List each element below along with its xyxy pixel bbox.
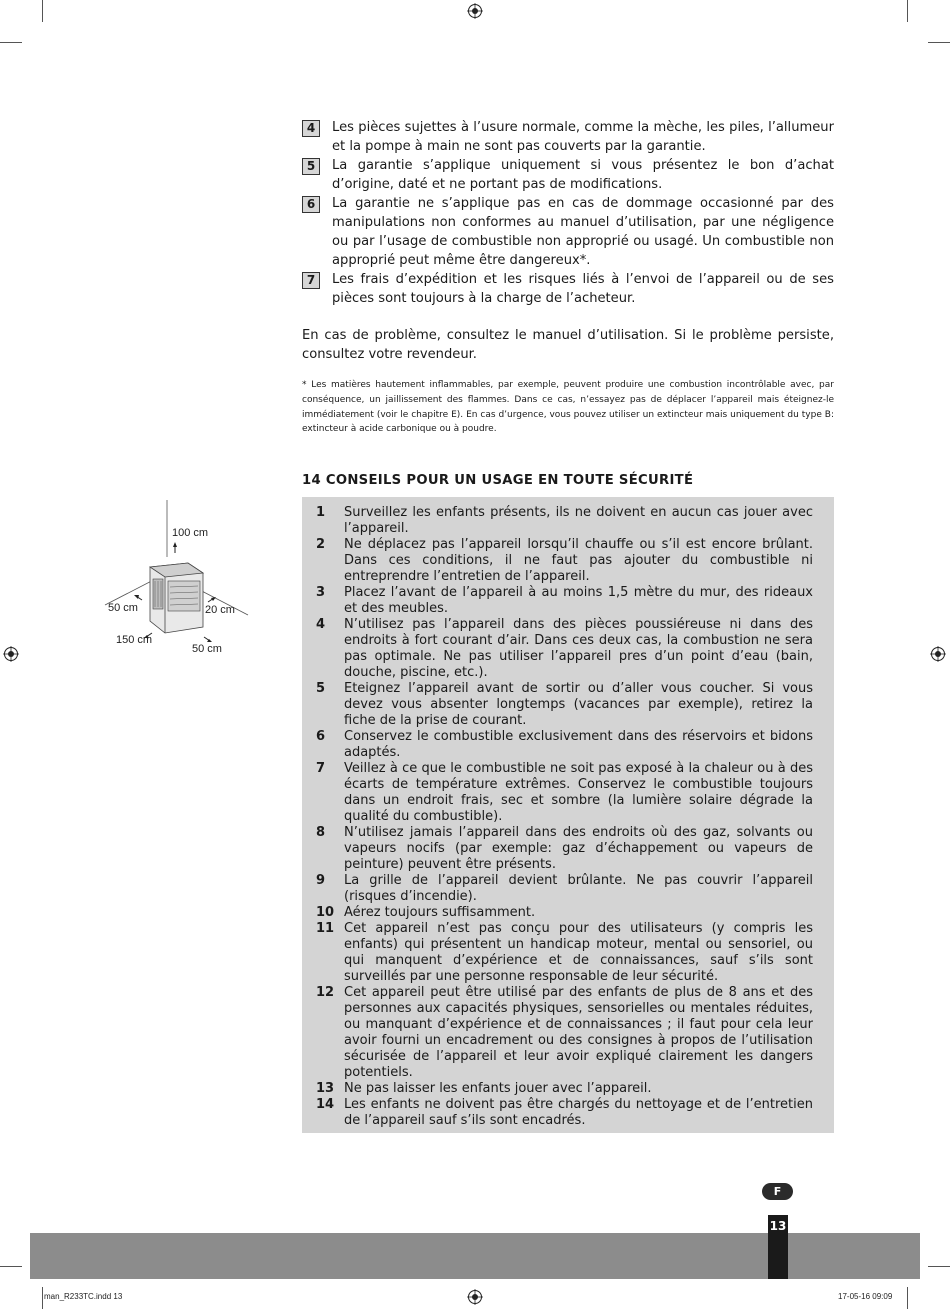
tip-number: 12 — [316, 985, 335, 1000]
tip-text: Surveillez les enfants présents, ils ne doivent en aucun cas jouer avec l’appareil. — [344, 505, 813, 536]
tip-number: 4 — [316, 617, 326, 632]
tip-number: 7 — [316, 761, 326, 776]
list-item — [316, 505, 813, 537]
list-item — [316, 585, 813, 617]
registration-mark-icon — [467, 1289, 483, 1305]
tip-text: N’utilisez jamais l’appareil dans des endroits où des gaz, solvants ou vapeurs nocifs (par exemple: gaz d’échappement ou vapeurs de peinture) peuvent être présents. — [344, 825, 813, 872]
list-item — [316, 985, 813, 1081]
warranty-list — [302, 118, 834, 308]
tip-number: 10 — [316, 905, 335, 920]
tip-text: Ne pas laisser les enfants jouer avec l’appareil. — [344, 1081, 652, 1096]
clearance-label-right: 20 cm — [205, 604, 235, 616]
warranty-item-number: 5 — [302, 158, 320, 175]
warranty-item-number: 4 — [302, 120, 320, 137]
tip-text: Veillez à ce que le combustible ne soit pas exposé à la chaleur ou à des écarts de température extrêmes. Conservez le combustible toujours dans un endroit frais, sec et sombre (la lumière solaire dégrade la qualité du combustible). — [344, 761, 813, 824]
tip-text: Cet appareil n’est pas conçu pour des utilisateurs (y compris les enfants) qui présentent un handicap moteur, mental ou sensoriel, ou qui manquent d’expérience et de connaissances, sauf s’ils sont surveillés par une personne responsable de leur sécurité. — [344, 921, 813, 984]
registration-mark-icon — [467, 3, 483, 19]
print-slug-file: man_R233TC.indd 13 — [44, 1292, 123, 1301]
warranty-item-text: Les pièces sujettes à l’usure normale, comme la mèche, les piles, l’allumeur et la pompe à main ne sont pas couverts par la garantie. — [332, 120, 834, 154]
warranty-item-text: La garantie s’applique uniquement si vous présentez le bon d’achat d’origine, daté et ne portant pas de modifications. — [332, 158, 834, 192]
tip-text: Les enfants ne doivent pas être chargés du nettoyage et de l’entretien de l’appareil sauf s’ils sont encadrés. — [344, 1097, 813, 1128]
language-badge: F — [762, 1183, 793, 1200]
crop-mark — [42, 1287, 43, 1309]
list-item — [316, 825, 813, 873]
registration-mark-icon — [930, 646, 946, 662]
tip-number: 5 — [316, 681, 326, 696]
crop-mark — [907, 0, 908, 22]
tip-number: 13 — [316, 1081, 335, 1096]
crop-mark — [0, 42, 22, 43]
page-number: 13 — [769, 1219, 787, 1233]
tip-text: Eteignez l’appareil avant de sortir ou d’aller vous coucher. Si vous devez vous absenter longtemps (vacances par exemple), retirez la fiche de la prise de courant. — [344, 681, 813, 728]
warranty-item-text: Les frais d’expédition et les risques liés à l’envoi de l’appareil ou de ses pièces sont toujours à la charge de l’acheteur. — [332, 272, 834, 306]
problem-paragraph: En cas de problème, consultez le manuel d’utilisation. Si le problème persiste, consultez votre revendeur. — [302, 328, 834, 362]
clearance-label-front: 150 cm — [116, 634, 153, 646]
warranty-item — [302, 156, 834, 194]
list-item — [316, 729, 813, 761]
section-heading: 14 CONSEILS POUR UN USAGE EN TOUTE SÉCURITÉ — [302, 473, 694, 488]
warranty-item — [302, 118, 834, 156]
tip-number: 6 — [316, 729, 326, 744]
list-item — [316, 681, 813, 729]
tip-text: Ne déplacez pas l’appareil lorsqu’il chauffe ou s’il est encore brûlant. Dans ces conditions, il ne faut pas ajouter du combustible ni entreprendre l’entretien de l’appareil. — [344, 537, 813, 584]
clearance-diagram — [100, 495, 250, 665]
tip-text: Cet appareil peut être utilisé par des enfants de plus de 8 ans et des personnes aux capacités physiques, sensorielles ou mentales réduites, ou manquant d’expérience et de connaissances ; il faut pour cela leur avoir fourni un encadrement ou des consignes à propos de l’utilisation sécurisée de l’appareil et leur avoir expliqué clairement les dangers potentiels. — [344, 985, 813, 1080]
tip-number: 14 — [316, 1097, 335, 1112]
crop-mark — [907, 1287, 908, 1309]
list-item — [316, 1081, 813, 1097]
list-item — [316, 905, 813, 921]
warranty-item — [302, 270, 834, 308]
warranty-item-number: 7 — [302, 272, 320, 289]
safety-tips-box — [302, 497, 834, 1133]
warranty-item-text: La garantie ne s’applique pas en cas de dommage occasionné par des manipulations non conformes au manuel d’utilisation, par une négligence ou par l’usage de combustible non approprié ou usagé. Un combustible non approprié peut même être dangereux*. — [332, 196, 834, 268]
warranty-item-number: 6 — [302, 196, 320, 213]
tip-text: La grille de l’appareil devient brûlante. Ne pas couvrir l’appareil (risques d’incendie). — [344, 873, 813, 904]
list-item — [316, 921, 813, 985]
tip-number: 8 — [316, 825, 326, 840]
warranty-item — [302, 194, 834, 270]
registration-mark-icon — [3, 646, 19, 662]
tip-text: Aérez toujours suffisamment. — [344, 905, 536, 920]
tip-number: 3 — [316, 585, 326, 600]
crop-mark — [928, 42, 950, 43]
list-item — [316, 617, 813, 681]
safety-tips-list — [316, 505, 813, 1129]
list-item — [316, 761, 813, 825]
tip-number: 2 — [316, 537, 326, 552]
tip-text: Conservez le combustible exclusivement dans des réservoirs et bidons adaptés. — [344, 729, 813, 760]
list-item — [316, 873, 813, 905]
tip-number: 9 — [316, 873, 326, 888]
tip-number: 11 — [316, 921, 335, 936]
tip-text: Placez l’avant de l’appareil à au moins 1,5 mètre du mur, des rideaux et des meubles. — [344, 585, 813, 616]
tip-number: 1 — [316, 505, 326, 520]
clearance-label-left: 50 cm — [108, 602, 138, 614]
clearance-label-front-right: 50 cm — [192, 643, 222, 655]
tip-text: N’utilisez pas l’appareil dans des pièces poussiéreuse ni dans des endroits à fort courant d’air. Dans ces deux cas, la combustion ne sera pas optimale. Ne pas utiliser l’appareil pres d’un point d’eau (bain, douche, piscine, etc.). — [344, 617, 813, 680]
crop-mark — [928, 1266, 950, 1267]
crop-mark — [42, 0, 43, 22]
list-item — [316, 537, 813, 585]
list-item — [316, 1097, 813, 1129]
clearance-label-top: 100 cm — [172, 527, 209, 539]
footnote: * Les matières hautement inflammables, par exemple, peuvent produire une combustion incontrôlable avec, par conséquence, un jaillissement des flammes. Dans ce cas, n’essayez pas de déplacer l’appareil mais éteignez-le immédiatement (voir le chapitre E). En cas d’urgence, vous pouvez utiliser un extincteur mais uniquement du type B: extincteur à acide carbonique ou à poudre. — [302, 380, 834, 435]
crop-mark — [0, 1266, 22, 1267]
print-slug-date: 17-05-16 09:09 — [838, 1292, 893, 1301]
